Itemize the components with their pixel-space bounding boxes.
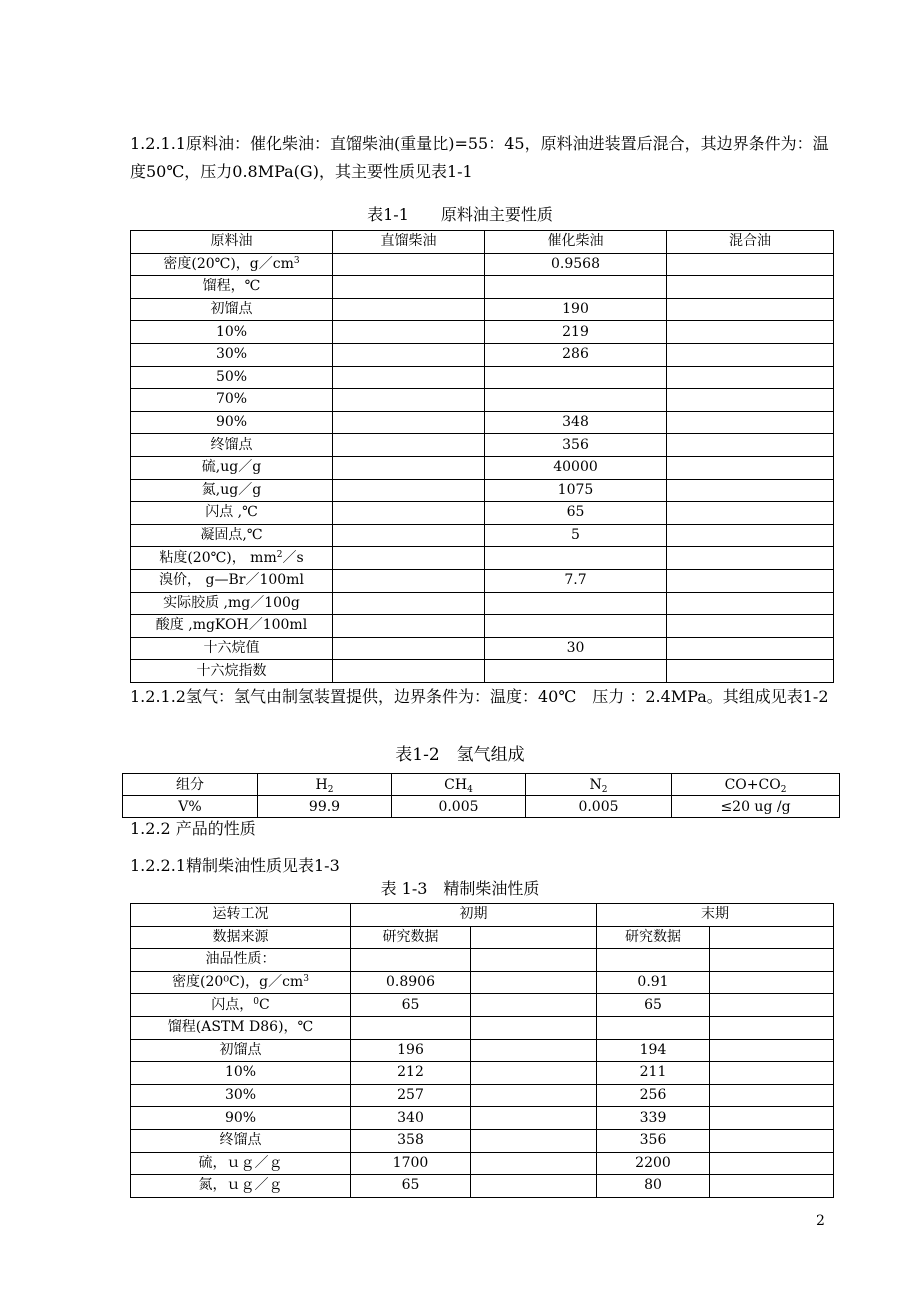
row-label-text: 70% <box>215 391 248 408</box>
row-label <box>131 366 333 389</box>
table-row <box>131 637 834 660</box>
table-cell-empty <box>710 1084 834 1107</box>
table-cell <box>333 524 485 547</box>
header-cell <box>710 926 834 949</box>
table-row <box>131 502 834 525</box>
table-row <box>131 434 834 457</box>
row-label-unit: C <box>259 996 270 1013</box>
row-label <box>131 1039 351 1062</box>
table-cell <box>667 479 834 502</box>
row-label-text: 油品性质： <box>205 951 276 968</box>
table-1-2-hydrogen-composition <box>122 773 840 818</box>
table-row <box>131 411 834 434</box>
table-1-3-refined-diesel-properties <box>130 903 834 1198</box>
row-label-text: 闪点 ,℃ <box>205 504 258 521</box>
table-cell <box>667 276 834 299</box>
row-label-text: 粘度(20℃)， mm <box>159 549 277 566</box>
table-cell-final: 211 <box>597 1062 710 1085</box>
table-cell-empty <box>471 1107 597 1130</box>
row-label-superscript: 0 <box>253 996 259 1007</box>
table-cell-empty <box>471 971 597 994</box>
table-row <box>131 1016 834 1039</box>
table-row <box>131 321 834 344</box>
row-label <box>131 547 333 570</box>
table-cell <box>667 456 834 479</box>
table-cell <box>333 660 485 683</box>
header-cell: 运转工况 <box>131 904 351 927</box>
table-cell <box>667 615 834 638</box>
table-cell: 219 <box>485 321 667 344</box>
table-cell: 1075 <box>485 479 667 502</box>
table-row <box>131 1152 834 1175</box>
table-row <box>131 343 834 366</box>
table-row <box>131 1084 834 1107</box>
table-row <box>131 660 834 683</box>
table-1-3-header-row-1 <box>131 904 834 927</box>
row-label-text: 实际胶质 ,mg／100g <box>163 594 300 611</box>
table-cell-initial <box>351 949 471 972</box>
row-label-text: 10% <box>224 1064 257 1081</box>
table-cell-empty <box>710 1039 834 1062</box>
table-row <box>131 456 834 479</box>
table-cell-empty <box>471 1175 597 1198</box>
table-cell <box>333 456 485 479</box>
table-cell-final: 0.91 <box>597 971 710 994</box>
table-1-1-header-row <box>131 231 834 254</box>
row-label <box>131 298 333 321</box>
row-label-text: 30% <box>224 1087 257 1104</box>
table-cell <box>667 389 834 412</box>
header-cell-initial: 初期 <box>351 904 597 927</box>
table-cell-empty <box>471 1062 597 1085</box>
table-cell: 0.9568 <box>485 253 667 276</box>
table-cell <box>667 547 834 570</box>
table-cell <box>667 321 834 344</box>
row-label <box>131 389 333 412</box>
table-cell-empty <box>710 1062 834 1085</box>
row-label-text: 50% <box>215 368 248 385</box>
table-row <box>131 949 834 972</box>
row-label-superscript: 2 <box>276 549 283 560</box>
table-cell <box>485 389 667 412</box>
table-cell-final: 80 <box>597 1175 710 1198</box>
row-label-text: 终馏点 <box>219 1132 262 1149</box>
table-cell-initial: 257 <box>351 1084 471 1107</box>
row-label-text: 终馏点 <box>210 436 253 453</box>
row-label <box>131 479 333 502</box>
row-label-superscript: 3 <box>303 974 309 985</box>
table-cell <box>333 479 485 502</box>
table-cell <box>667 569 834 592</box>
row-label-text: 硫,ug／g <box>201 459 262 476</box>
table-cell: 190 <box>485 298 667 321</box>
table-cell <box>667 411 834 434</box>
table-1-3-caption: 表 1-3 精制柴油性质 <box>380 879 540 898</box>
row-label <box>131 949 351 972</box>
table-cell: V% <box>123 796 258 818</box>
table-cell <box>667 434 834 457</box>
table-cell <box>333 592 485 615</box>
row-label <box>131 994 351 1017</box>
table-cell-empty <box>710 1107 834 1130</box>
table-row <box>131 971 834 994</box>
table-cell <box>667 660 834 683</box>
table-cell <box>333 547 485 570</box>
table-cell <box>333 637 485 660</box>
table-row <box>131 615 834 638</box>
row-label-text: 氮,ug／g <box>201 481 262 498</box>
table-cell-empty <box>471 1152 597 1175</box>
table-1-3-header-row-2 <box>131 926 834 949</box>
row-label-text: 90% <box>224 1109 257 1126</box>
row-label-text: 初馏点 <box>210 301 253 318</box>
row-label <box>131 1016 351 1039</box>
header-cell-final: 末期 <box>597 904 834 927</box>
row-label-text: 凝固点,℃ <box>200 527 263 544</box>
row-label-text: 密度(20⁰C)，g／cm <box>172 974 304 991</box>
section-1-2-2: 1.2.2 产品的性质 <box>130 819 256 838</box>
table-cell-final: 2200 <box>597 1152 710 1175</box>
table-cell-final <box>597 949 710 972</box>
table-cell <box>333 343 485 366</box>
table-cell <box>333 411 485 434</box>
table-cell-initial: 0.8906 <box>351 971 471 994</box>
table-row <box>131 1107 834 1130</box>
table-cell <box>485 276 667 299</box>
header-cell: 直馏柴油 <box>333 231 485 254</box>
row-label <box>131 569 333 592</box>
table-cell-initial: 65 <box>351 994 471 1017</box>
table-cell <box>333 298 485 321</box>
row-label <box>131 1175 351 1198</box>
row-label-text: 馏程，℃ <box>202 278 261 295</box>
row-label-text: 90% <box>215 414 248 431</box>
table-cell <box>485 660 667 683</box>
table-cell <box>333 276 485 299</box>
section-1-2-1-1: 1.2.1.1原料油：催化柴油：直馏柴油(重量比)=55：45，原料油进装置后混合，其边界条件为：温度50℃，压力0.8MPa(G)，其主要性质见表1-1 <box>130 134 829 181</box>
table-cell <box>333 434 485 457</box>
table-row <box>131 994 834 1017</box>
table-cell-empty <box>710 1175 834 1198</box>
row-label <box>131 637 333 660</box>
table-cell: 0.005 <box>392 796 526 818</box>
table-cell-empty <box>710 1152 834 1175</box>
row-label-text: 闪点， <box>211 996 254 1013</box>
table-row <box>131 592 834 615</box>
row-label <box>131 434 333 457</box>
row-label <box>131 660 333 683</box>
table-row <box>131 1039 834 1062</box>
row-label-text: 馏程(ASTM D86)，℃ <box>167 1019 314 1036</box>
header-cell-co-co2: $CO+CO_2$ <box>672 774 840 796</box>
table-cell <box>667 524 834 547</box>
row-label-unit: ／s <box>282 549 304 566</box>
table-cell-empty <box>710 1129 834 1152</box>
row-label <box>131 411 333 434</box>
table-cell-initial: 340 <box>351 1107 471 1130</box>
table-cell-empty <box>710 994 834 1017</box>
header-cell: 数据来源 <box>131 926 351 949</box>
table-cell-initial <box>351 1016 471 1039</box>
header-cell-ch4: $CH_4$ <box>392 774 526 796</box>
table-cell-initial: 65 <box>351 1175 471 1198</box>
header-cell: 研究数据 <box>351 926 471 949</box>
table-cell <box>667 592 834 615</box>
table-cell-empty <box>471 1084 597 1107</box>
table-cell: 30 <box>485 637 667 660</box>
header-cell: 催化柴油 <box>485 231 667 254</box>
table-cell-empty <box>710 971 834 994</box>
table-1-1-caption: 表1-1 原料油主要性质 <box>367 205 553 224</box>
row-label-text: 10% <box>215 323 248 340</box>
header-cell: 研究数据 <box>597 926 710 949</box>
table-row <box>131 479 834 502</box>
row-label-text: 十六烷指数 <box>196 662 267 679</box>
table-row <box>131 524 834 547</box>
row-label <box>131 343 333 366</box>
table-row <box>131 1175 834 1198</box>
table-cell-final: 194 <box>597 1039 710 1062</box>
table-cell <box>667 502 834 525</box>
table-cell-empty <box>710 1016 834 1039</box>
row-label-text: 氮，ｕｇ／ｇ <box>198 1177 283 1194</box>
table-cell: ≤20 ug /g <box>672 796 840 818</box>
table-cell-empty <box>471 1129 597 1152</box>
section-1-2-1-2: 1.2.1.2氢气：氢气由制氢装置提供，边界条件为：温度：40℃ 压力 ：2.4MPa。其组成见表1-2 <box>130 687 829 706</box>
row-label <box>131 1084 351 1107</box>
table-row <box>131 389 834 412</box>
row-label-text: 十六烷值 <box>203 639 260 656</box>
table-cell: 99.9 <box>258 796 392 818</box>
row-label <box>131 276 333 299</box>
table-cell <box>333 389 485 412</box>
table-cell <box>333 366 485 389</box>
row-label <box>131 1062 351 1085</box>
table-cell-empty <box>471 1016 597 1039</box>
table-cell <box>333 321 485 344</box>
row-label <box>131 1107 351 1130</box>
row-label-superscript: 3 <box>293 255 300 266</box>
table-cell: 356 <box>485 434 667 457</box>
page-number: 2 <box>816 1213 825 1229</box>
header-cell: 组分 <box>123 774 258 796</box>
table-cell-final <box>597 1016 710 1039</box>
table-cell: 7.7 <box>485 569 667 592</box>
row-label <box>131 1129 351 1152</box>
table-1-2-caption: 表1-2 氢气组成 <box>395 745 525 765</box>
table-cell <box>667 366 834 389</box>
row-label <box>131 524 333 547</box>
row-label <box>131 592 333 615</box>
table-1-1-feed-oil-properties <box>130 230 834 683</box>
table-cell-final: 65 <box>597 994 710 1017</box>
table-cell-final: 356 <box>597 1129 710 1152</box>
table-cell-empty <box>471 949 597 972</box>
table-cell <box>667 253 834 276</box>
row-label-text: 密度(20℃)，g／cm <box>163 255 294 272</box>
table-row <box>131 366 834 389</box>
row-label <box>131 502 333 525</box>
row-label <box>131 971 351 994</box>
table-cell <box>485 366 667 389</box>
row-label-text: 硫，ｕｇ／ｇ <box>198 1154 283 1171</box>
table-cell <box>485 592 667 615</box>
header-cell <box>471 926 597 949</box>
table-cell-initial: 358 <box>351 1129 471 1152</box>
table-cell <box>333 253 485 276</box>
table-cell <box>667 343 834 366</box>
table-row <box>131 1129 834 1152</box>
table-row <box>131 547 834 570</box>
header-cell: 混合油 <box>667 231 834 254</box>
table-cell <box>485 615 667 638</box>
table-cell-final: 256 <box>597 1084 710 1107</box>
table-row <box>131 569 834 592</box>
table-cell-empty <box>710 949 834 972</box>
table-cell: 5 <box>485 524 667 547</box>
table-cell-final: 339 <box>597 1107 710 1130</box>
row-label <box>131 1152 351 1175</box>
section-1-2-2-1: 1.2.2.1精制柴油性质见表1-3 <box>130 856 340 875</box>
table-cell: 348 <box>485 411 667 434</box>
table-row <box>131 298 834 321</box>
header-cell: 原料油 <box>131 231 333 254</box>
header-cell-h2: $H_2$ <box>258 774 392 796</box>
row-label-text: 30% <box>215 346 248 363</box>
header-cell-n2: $N_2$ <box>526 774 672 796</box>
table-row <box>131 276 834 299</box>
table-cell <box>667 637 834 660</box>
table-cell: 286 <box>485 343 667 366</box>
table-cell <box>333 502 485 525</box>
table-cell-initial: 196 <box>351 1039 471 1062</box>
table-cell-initial: 212 <box>351 1062 471 1085</box>
table-cell-empty <box>471 1039 597 1062</box>
table-row <box>131 1062 834 1085</box>
row-label <box>131 253 333 276</box>
table-row <box>131 253 834 276</box>
table-cell: 0.005 <box>526 796 672 818</box>
table-1-2-header-row <box>123 774 840 796</box>
row-label <box>131 456 333 479</box>
row-label-text: 酸度 ,mgKOH／100ml <box>155 617 308 634</box>
table-cell-empty <box>471 994 597 1017</box>
table-cell-initial: 1700 <box>351 1152 471 1175</box>
table-cell: 40000 <box>485 456 667 479</box>
table-cell: 65 <box>485 502 667 525</box>
row-label <box>131 615 333 638</box>
table-cell <box>667 298 834 321</box>
table-cell <box>333 615 485 638</box>
row-label <box>131 321 333 344</box>
row-label-text: 初馏点 <box>219 1041 262 1058</box>
table-cell <box>333 569 485 592</box>
table-cell <box>485 547 667 570</box>
row-label-text: 溴价， g—Br／100ml <box>159 572 304 589</box>
